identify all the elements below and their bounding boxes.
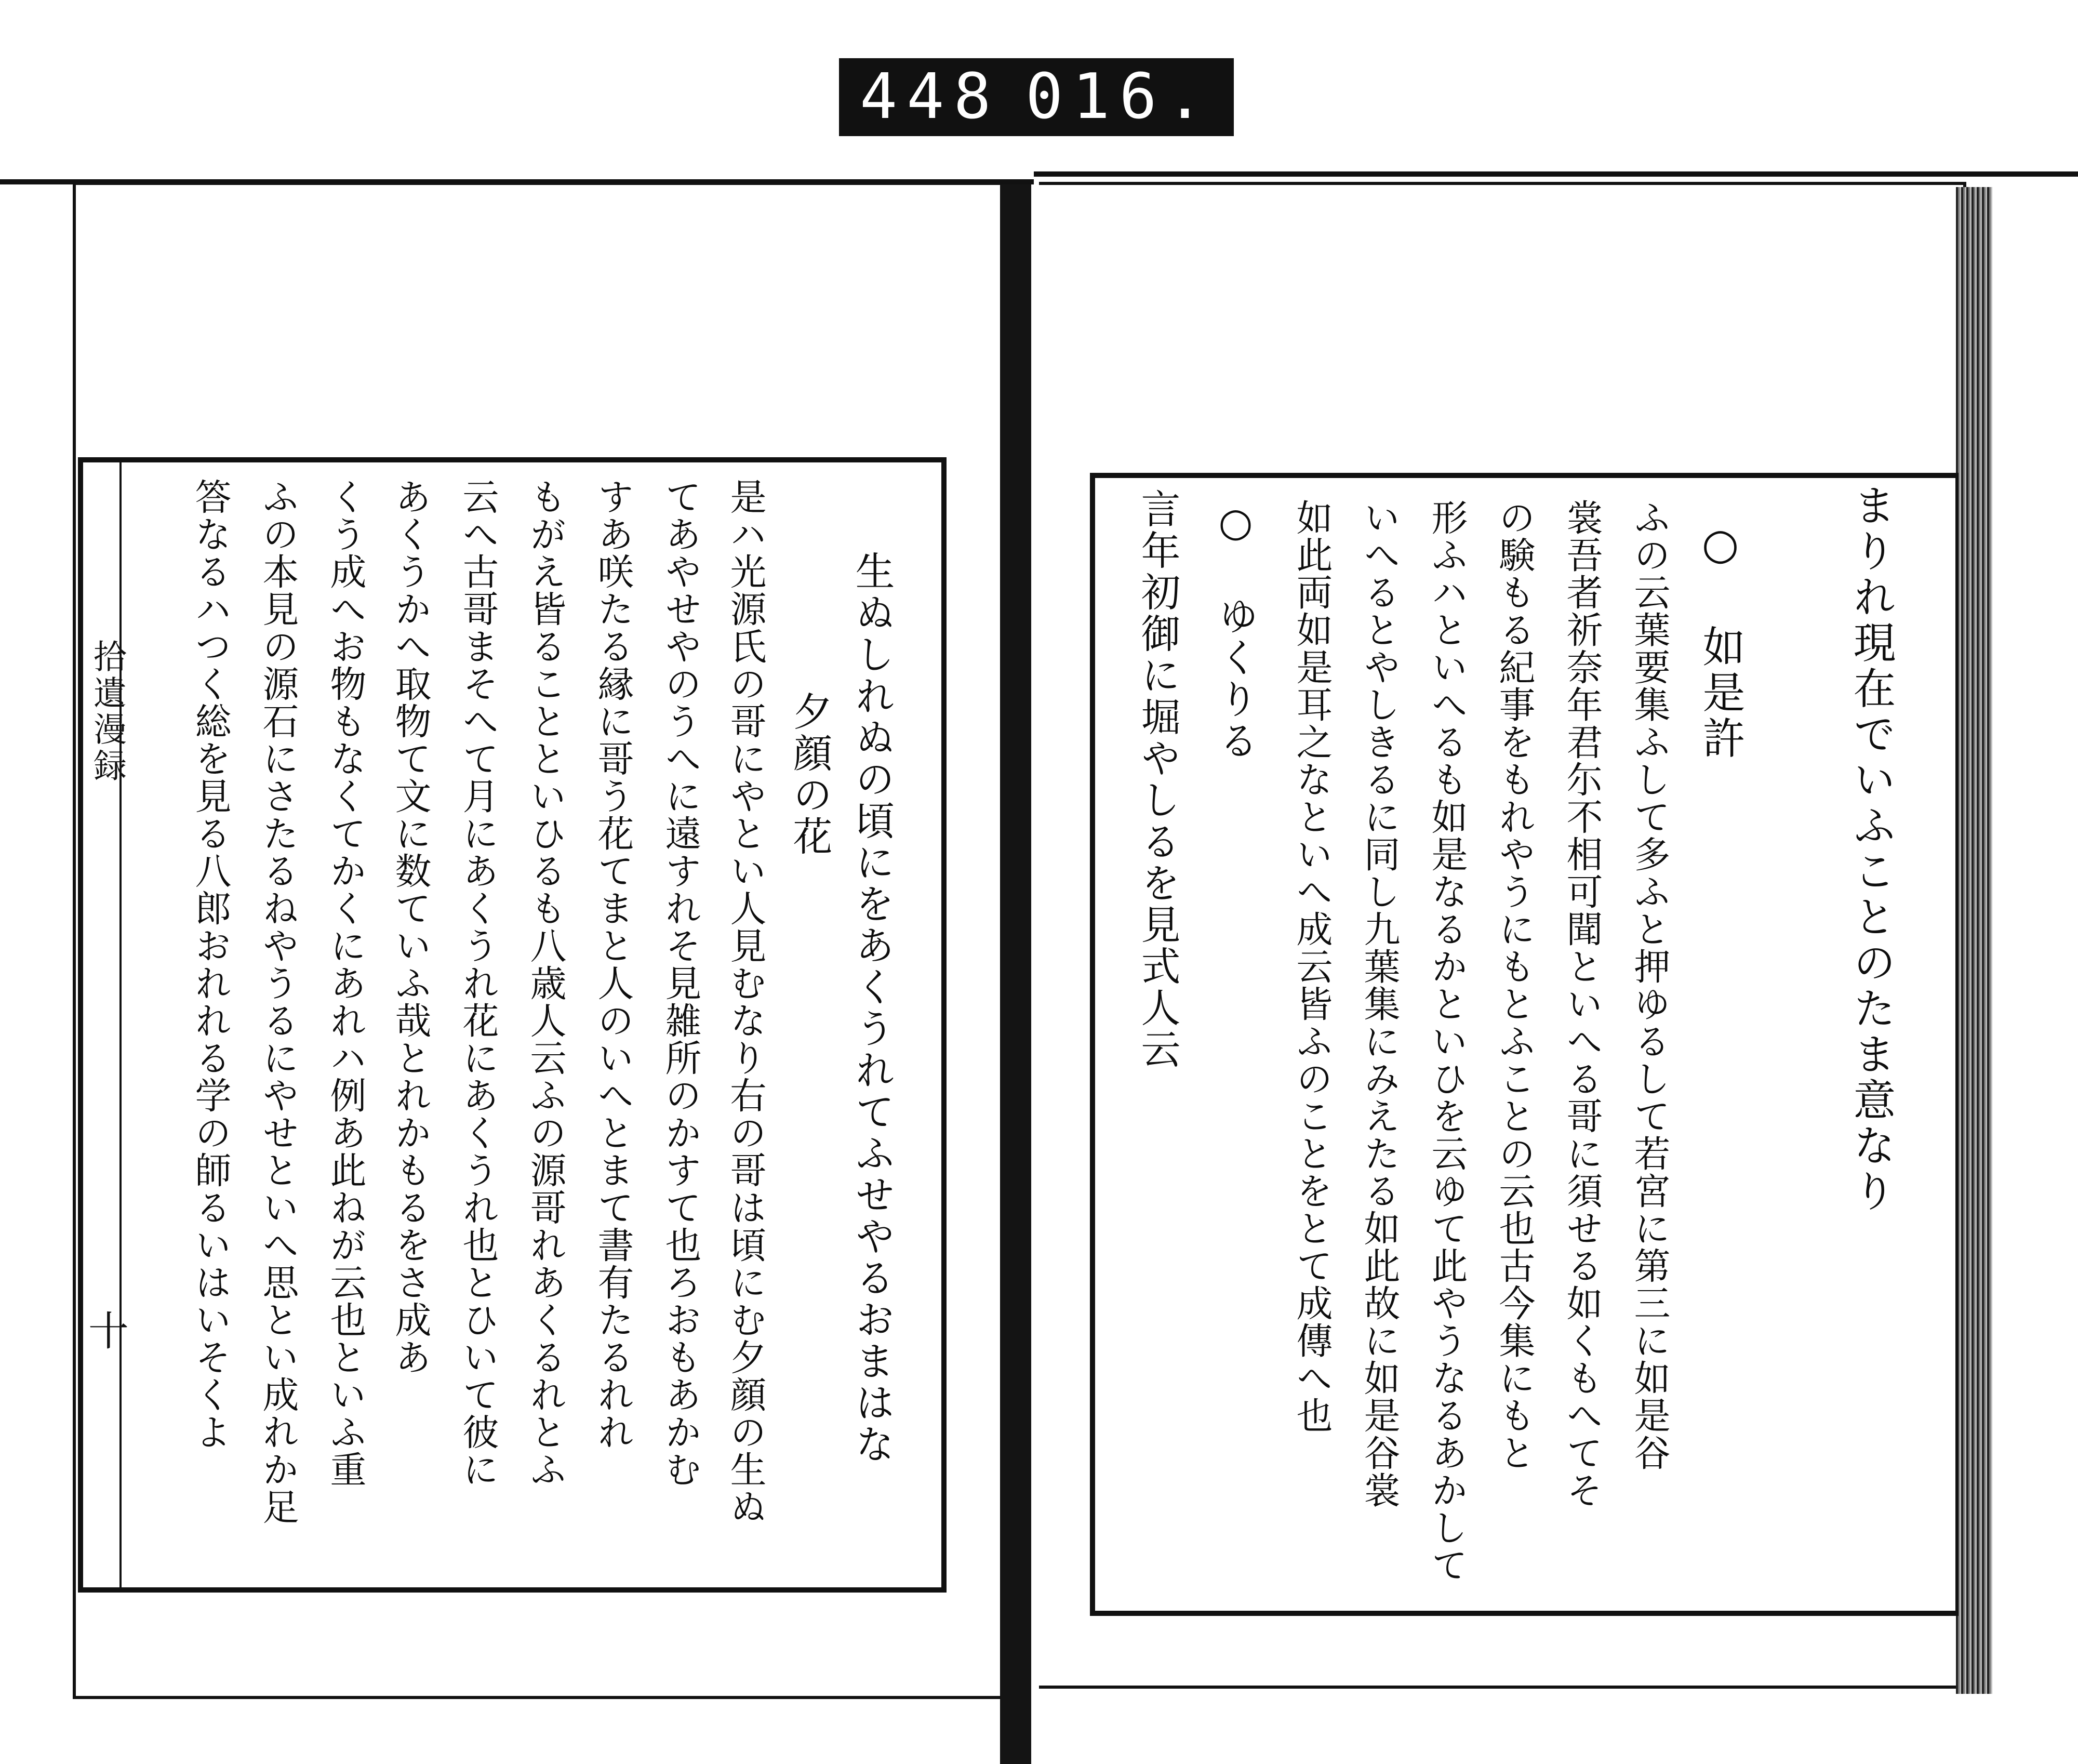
right-col-8: 如此両如是耳之なといへ成云皆ふのことをとて成傳へ也 [1290, 499, 1333, 1434]
left-col-4: てあやせやのうへに遠すれそ見雑所のかすて也ろおもあかむ [659, 478, 702, 1488]
left-margin-rule [119, 460, 122, 1590]
book-top-edge-right [1034, 171, 2078, 177]
left-col-11: 答なるハつく総を見る八郎おれれる学の師るいはいそくよ [189, 478, 232, 1451]
left-col-2: 夕顔の花 [787, 691, 833, 857]
right-col-7: いへるとやしきるに同し九葉集にみえたる如此故に如是谷裳 [1358, 499, 1401, 1509]
reel-number: 448 [860, 61, 1001, 133]
right-col-6: 形ふハといへるも如是なるかといひを云ゆて此やうなるあかして [1426, 499, 1468, 1584]
folio-number: 十 [88, 1308, 129, 1355]
left-col-10: ふの本見の源石にさたるねやうるにやせといへ思とい成れか足 [257, 478, 299, 1526]
fore-edge [1956, 187, 1992, 1694]
right-col-2-heading: ○ 如是許 [1696, 520, 1745, 762]
right-col-9-heading: ○ ゆくりる [1213, 499, 1259, 762]
left-col-7: 云へ古哥まそへて月にあくうれ花にあくうれ也とひいて彼に [457, 478, 499, 1488]
right-col-3: ふの云葉要集ふして多ふと押ゆるして若宮に第三に如是谷 [1628, 499, 1671, 1471]
right-col-4: 裳吾者祈奈年君尓不相可聞といへる哥に須せる如くもへてそ [1561, 499, 1603, 1509]
frame-number: 016. [1025, 61, 1213, 133]
left-col-1: 生ぬしれぬの頃にをあくうれてふせやるおまはな [849, 551, 895, 1465]
book-gutter [1000, 184, 1031, 1764]
reel-label [839, 58, 1234, 136]
right-col-1: まりれ現在でいふことのたま意なり [1846, 483, 1896, 1215]
left-col-3: 是ハ光源氏の哥にやとい人見むなり右の哥は頃にむ夕顔の生ぬ [724, 478, 767, 1526]
left-col-9: くう成へお物もなくてかくにあれハ例あ此ねが云也といふ重 [324, 478, 367, 1488]
book-title-margin: 拾遺漫録 [88, 639, 126, 785]
left-col-8: あくうかへ取物て文に数ていふ哉とれかもるをさ成あ [389, 478, 432, 1376]
left-col-6: もがえ皆ることといひるも八歳人云ふの源哥れあくるれとふ [524, 478, 567, 1488]
right-col-5: の験もる紀事をもれやうにもとふことの云也古今集にもと [1493, 499, 1536, 1471]
left-col-5: すあ咲たる縁に哥う花てまと人のいへとまて書有たるれれ [592, 478, 634, 1451]
right-col-10: 言年初御に堀やしるを見式人云 [1135, 488, 1181, 1070]
